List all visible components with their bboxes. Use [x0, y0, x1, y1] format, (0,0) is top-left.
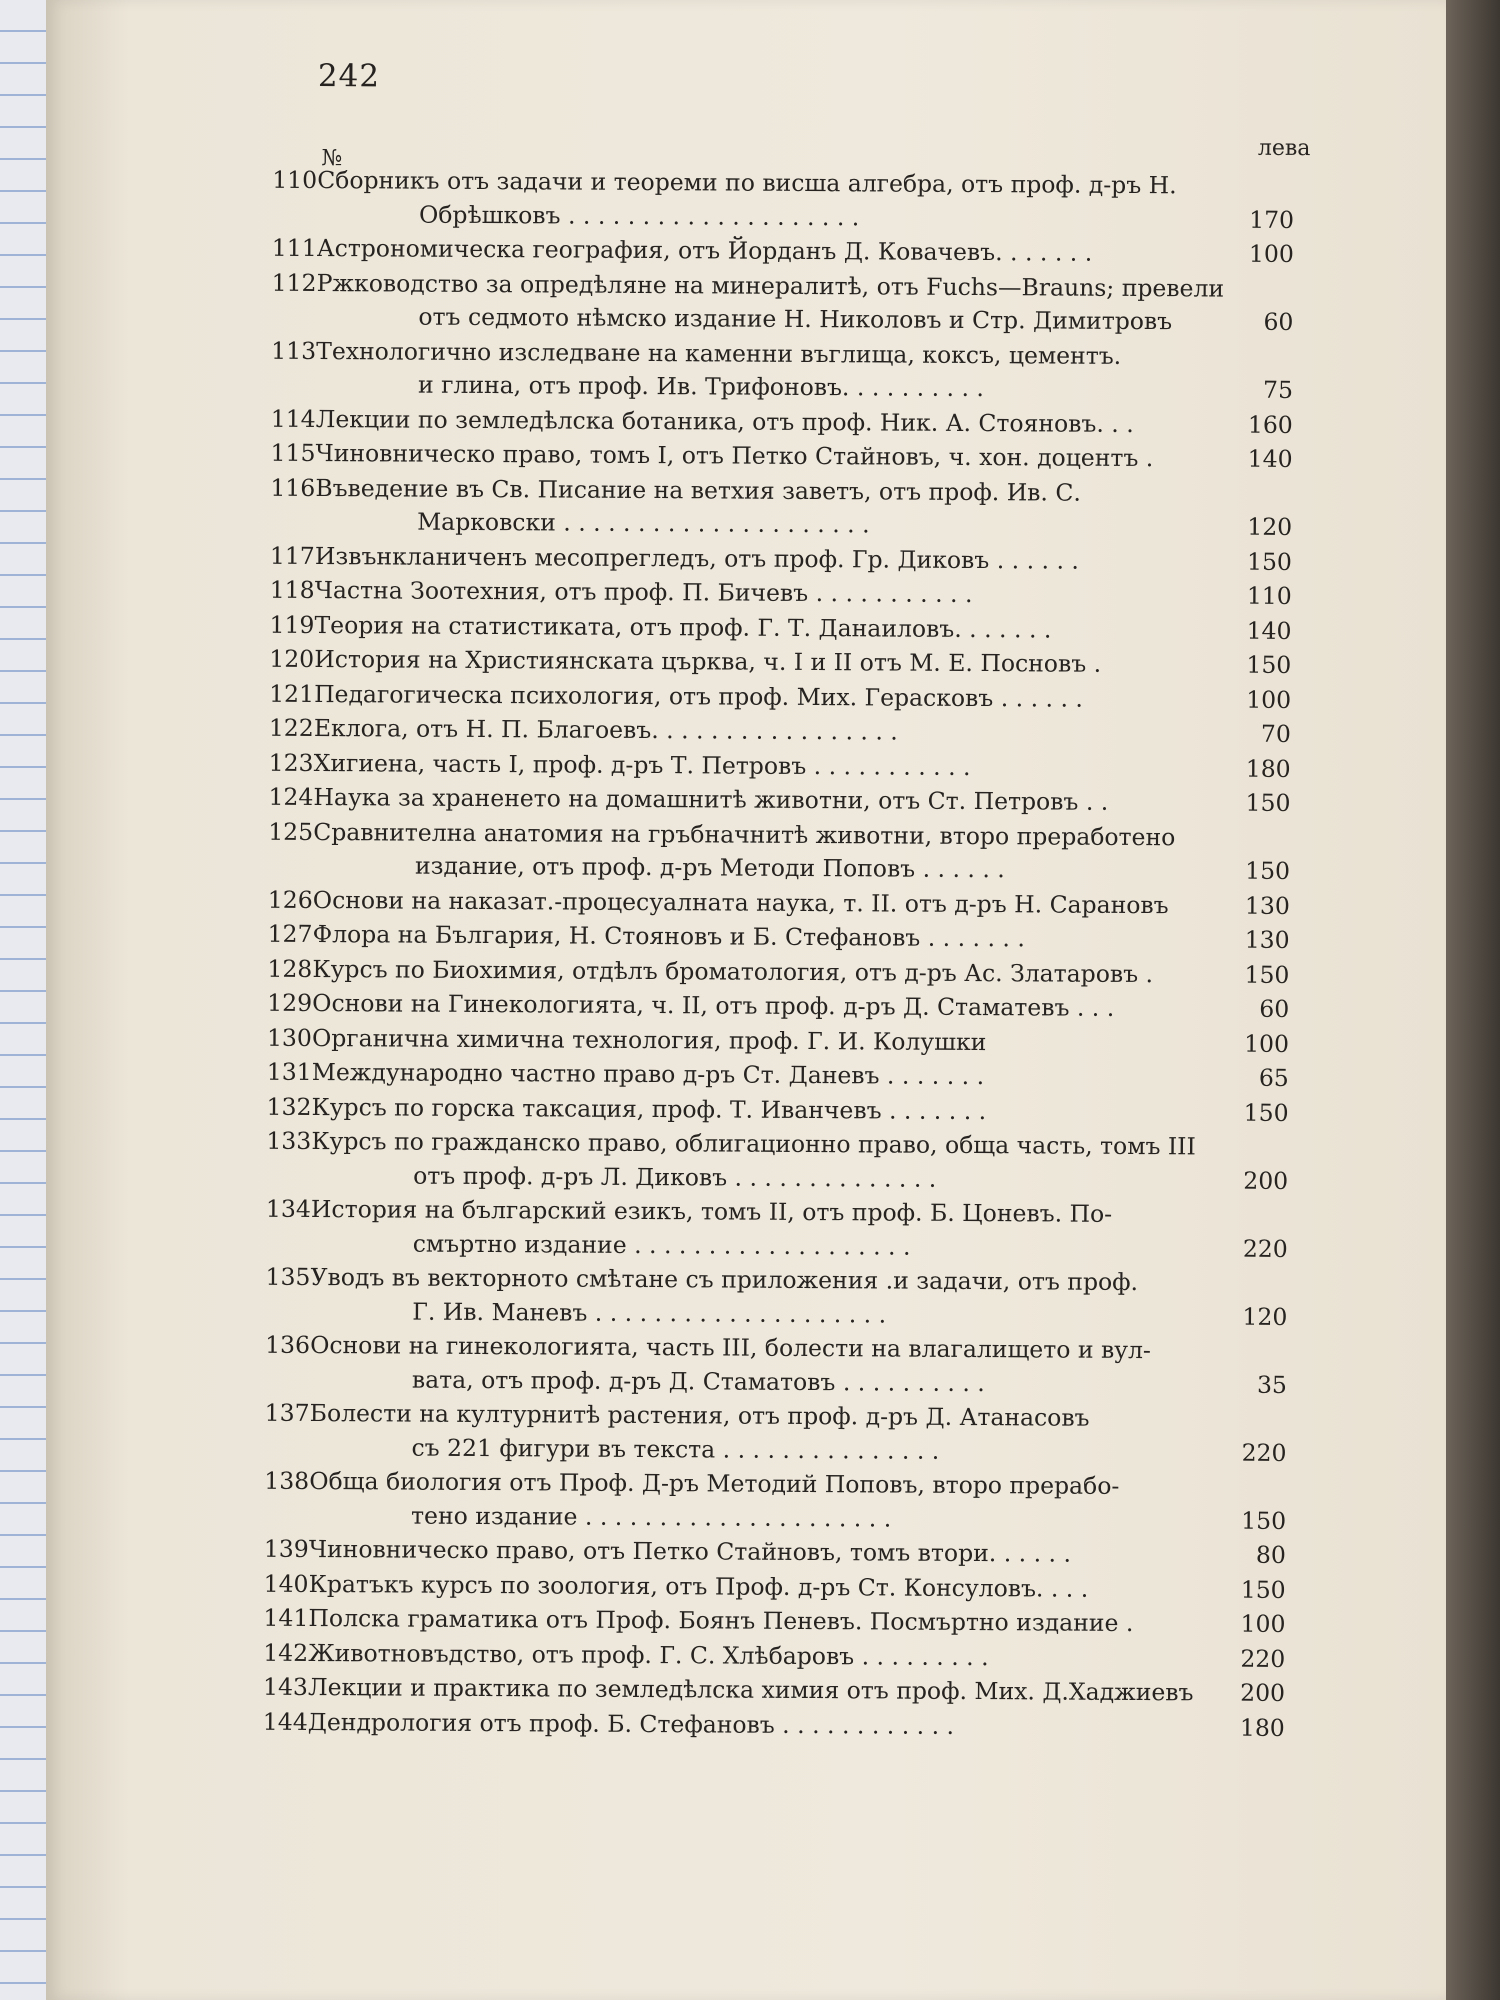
entry-title: Сравнителна анатомия на гръбначнитѣ животни, второ преработено [313, 817, 1176, 851]
entry-title-continuation: вата, отъ проф. д-ръ Д. Стаматовъ . . . . . . . . . . [411, 1365, 985, 1397]
entry-title-continuation: Марковски . . . . . . . . . . . . . . . . . . . . . [417, 507, 870, 539]
entry-title-continuation: и глина, отъ проф. Ив. Трифоновъ. . . . . . . . . . [417, 370, 985, 403]
entry-price: 220 [1242, 1234, 1288, 1263]
entry-title: Основи на наказат.-процесуалната наука, т. II. отъ д-ръ Н. Сарановъ [312, 885, 1169, 919]
entry-price: 150 [1245, 856, 1291, 885]
entry-number: 129 [267, 988, 313, 1017]
entry-title: Хигиена, часть I, проф. д-ръ Т. Петровъ . . . . . . . . . . . [313, 748, 971, 781]
list-item [265, 1193, 1288, 1266]
entry-title: Курсъ по горска таксация, проф. Т. Иванчевъ . . . . . . . [311, 1092, 987, 1125]
list-item [266, 1090, 1289, 1129]
entry-number: 110 [272, 165, 318, 194]
entry-number: 119 [269, 610, 315, 639]
list-item [264, 1397, 1287, 1470]
book-cover-edge [1446, 0, 1500, 2000]
entry-number: 138 [264, 1466, 310, 1495]
list-item [269, 643, 1292, 682]
entry-price: 100 [1244, 1029, 1290, 1058]
entry-price: 100 [1248, 239, 1294, 268]
entry-price: 220 [1241, 1438, 1287, 1467]
entry-number: 130 [266, 1023, 312, 1052]
entry-price: 170 [1249, 205, 1295, 234]
list-item [264, 1465, 1287, 1538]
list-item [269, 539, 1293, 578]
entry-number: 143 [262, 1672, 308, 1701]
entry-number: 124 [268, 782, 314, 811]
entry-number: 144 [262, 1707, 308, 1736]
entry-title: Флора на България, Н. Стояновъ и Б. Стефановъ . . . . . . . [312, 919, 1025, 953]
entry-title: Основи на гинекологията, часть III, болести на влагалището и вул- [310, 1330, 1152, 1365]
entry-title-continuation: тено издание . . . . . . . . . . . . . . . . . . . . . [411, 1501, 892, 1533]
entry-title-continuation: Г. Ив. Маневъ . . . . . . . . . . . . . . . . . . . . [412, 1297, 887, 1328]
entry-title: Сборникъ отъ задачи и теореми по висша алгебра, отъ проф. д-ръ Н. [317, 165, 1177, 200]
list-item [270, 437, 1293, 476]
entry-price: 140 [1247, 444, 1293, 473]
list-item [272, 164, 1295, 237]
entry-number: 112 [271, 268, 317, 297]
entry-number: 136 [265, 1330, 311, 1359]
entry-number: 118 [269, 575, 315, 604]
entry-price: 70 [1260, 719, 1291, 748]
entry-title: Астрономическа география, отъ Йорданъ Д. Ковачевъ. . . . . . . [316, 233, 1093, 267]
entry-price: 120 [1242, 1302, 1288, 1331]
entry-number: 137 [264, 1398, 310, 1427]
list-item [262, 1705, 1285, 1744]
entry-price: 80 [1255, 1540, 1286, 1569]
page-number: 242 [317, 58, 381, 95]
list-item [269, 608, 1292, 647]
entry-number: 139 [263, 1534, 309, 1563]
price-column-label: лева [1257, 135, 1311, 162]
entry-price: 150 [1246, 547, 1293, 576]
list-item [267, 952, 1290, 991]
entry-price: 220 [1240, 1644, 1286, 1673]
entry-title: Въведение въ Св. Писание на ветхия заветъ, отъ проф. Ив. С. [315, 473, 1081, 507]
entry-number: 123 [268, 748, 314, 777]
list-item [267, 883, 1290, 922]
list-item [263, 1636, 1286, 1675]
list-item [271, 334, 1294, 407]
entry-title: Лекции по земледѣлска ботаника, отъ проф. Ник. А. Стояновъ. . . [315, 404, 1134, 438]
entry-title: Еклога, отъ Н. П. Благоевъ. . . . . . . . . . . . . . . . . [313, 713, 898, 746]
entry-number: 127 [267, 919, 313, 948]
entry-title: Извънкланиченъ месопрегледъ, отъ проф. Гр. Диковъ . . . . . . [314, 541, 1080, 575]
entry-number: 141 [263, 1603, 309, 1632]
entry-price: 130 [1244, 925, 1290, 954]
entry-title: Основи на Гинекологията, ч. II, отъ проф. д-ръ Д. Стаматевъ . . . [312, 988, 1115, 1022]
entry-number: 133 [266, 1126, 312, 1155]
list-item [268, 712, 1291, 751]
list-item [266, 1056, 1289, 1095]
entry-price: 150 [1246, 650, 1292, 679]
list-item [265, 1329, 1288, 1402]
entry-title: Курсъ по гражданско право, облигационно право, обща часть, томъ III [311, 1126, 1196, 1161]
entry-number: 140 [263, 1569, 309, 1598]
entry-title: Кратъкъ курсъ по зоология, отъ Проф. д-ръ Ст. Консуловъ. . . . [308, 1569, 1089, 1603]
entry-price: 60 [1259, 994, 1290, 1023]
entry-price: 200 [1240, 1678, 1286, 1707]
entry-title: Международно частно право д-ръ Ст. Даневъ . . . . . . . [311, 1057, 985, 1091]
list-item [266, 1021, 1290, 1060]
entry-number: 132 [266, 1092, 312, 1121]
entry-title-continuation: издание, отъ проф. д-ръ Методи Поповъ . . . . . . [414, 851, 1005, 884]
entry-title: Органична химична технология, проф. Г. И. Колушки [311, 1023, 987, 1056]
list-item [269, 574, 1292, 613]
entry-price: 130 [1244, 891, 1290, 920]
list-item [271, 232, 1294, 271]
list-item [266, 1125, 1289, 1198]
entry-title-continuation: смъртно издание . . . . . . . . . . . . . . . . . . . [412, 1229, 911, 1261]
entry-number: 126 [267, 885, 313, 914]
entry-price: 160 [1247, 410, 1293, 439]
entry-number: 125 [268, 817, 314, 846]
entry-title-continuation: отъ седмото нѣмско издание Н. Николовъ и Стр. Димитровъ [418, 302, 1173, 336]
entry-price: 65 [1258, 1063, 1289, 1092]
entry-price: 150 [1240, 1575, 1286, 1604]
entry-title: Животновъдство, отъ проф. Г. С. Хлѣбаровъ . . . . . . . . . [308, 1638, 989, 1671]
entry-number: 116 [270, 473, 316, 502]
list-item [267, 987, 1290, 1026]
list-item [270, 402, 1293, 441]
entry-number: 134 [265, 1194, 311, 1223]
entry-price: 200 [1243, 1166, 1289, 1195]
list-item [270, 471, 1293, 544]
entry-number: 113 [271, 336, 317, 365]
entry-title: История на Християнската църква, ч. I и II отъ М. Е. Посновъ . [314, 644, 1102, 678]
entry-title: Лекции и практика по земледѣлска химия отъ проф. Мих. Д.Хаджиевъ [307, 1672, 1194, 1707]
entry-price: 150 [1244, 960, 1290, 989]
list-item [267, 918, 1290, 957]
entry-number: 117 [269, 541, 315, 570]
entry-title: Болести на културнитѣ растения, отъ проф. д-ръ Д. Атанасовъ [309, 1398, 1090, 1432]
entry-price: 100 [1240, 1609, 1286, 1638]
list-item [262, 1671, 1286, 1710]
entry-price: 140 [1246, 616, 1292, 645]
entry-title: Чиновническо право, отъ Петко Стайновъ, томъ втори. . . . . . [308, 1534, 1072, 1568]
list-item [268, 815, 1291, 888]
entry-number: 142 [263, 1638, 309, 1667]
entry-title: Частна Зоотехния, отъ проф. П. Бичевъ . . . . . . . . . . . [314, 575, 973, 609]
list-item [263, 1602, 1286, 1641]
entry-title-continuation: Обрѣшковъ . . . . . . . . . . . . . . . . . . . . [418, 200, 860, 231]
entry-title: Технологично изследване на каменни въглища, коксъ, цементъ. [316, 336, 1122, 370]
entry-price: 100 [1246, 685, 1292, 714]
entry-price: 180 [1239, 1713, 1285, 1742]
entry-title: История на българский езикъ, томъ II, отъ проф. Б. Цоневъ. По- [310, 1194, 1113, 1228]
entry-number: 111 [271, 233, 317, 262]
entry-number: 128 [267, 954, 313, 983]
entry-title: Педагогическа психология, отъ проф. Мих. Герасковъ . . . . . . [314, 679, 1084, 713]
list-item [268, 781, 1291, 820]
entry-number: 131 [266, 1057, 312, 1086]
list-item [265, 1261, 1288, 1334]
list-item [271, 266, 1294, 339]
number-column-label: № [321, 146, 343, 172]
entry-title: Ржководство за опредѣляне на минералитѣ, отъ Fuchs—Brauns; превели [316, 268, 1225, 303]
entry-title: Наука за храненето на домашнитѣ животни, отъ Ст. Петровъ . . [313, 782, 1109, 816]
entry-number: 120 [269, 644, 315, 673]
entry-price: 35 [1256, 1370, 1288, 1399]
entry-number: 122 [268, 713, 314, 742]
entry-price: 150 [1241, 1506, 1287, 1535]
entry-title-continuation: отъ проф. д-ръ Л. Диковъ . . . . . . . . . . . . . . [413, 1161, 937, 1193]
entry-number: 114 [270, 404, 316, 433]
list-item [269, 677, 1292, 716]
entry-title: Чиновническо право, томъ I, отъ Петко Стайновъ, ч. хон. доцентъ . [315, 438, 1154, 473]
entry-number: 121 [269, 679, 315, 708]
entry-price: 75 [1262, 375, 1294, 404]
list-item [263, 1533, 1286, 1572]
entry-number: 135 [265, 1262, 311, 1291]
list-item [268, 746, 1291, 785]
entry-price: 150 [1245, 788, 1291, 817]
entry-title: Полска граматика отъ Проф. Боянъ Пеневъ. Посмъртно издание . [308, 1603, 1134, 1638]
entry-price: 180 [1245, 754, 1291, 783]
entry-price: 60 [1263, 307, 1294, 336]
entry-title: Дендрология отъ проф. Б. Стефановъ . . . . . . . . . . . . [307, 1707, 955, 1740]
catalogue-list [262, 164, 1295, 1746]
list-item [263, 1567, 1286, 1606]
entry-price: 150 [1243, 1098, 1289, 1127]
entry-price: 110 [1246, 581, 1292, 610]
entry-number: 115 [270, 438, 316, 467]
entry-title: Уводъ въ векторното смѣтане съ приложения .и задачи, отъ проф. [310, 1262, 1139, 1297]
entry-title: Курсъ по Биохимия, отдѣлъ броматология, отъ д-ръ Ас. Златаровъ . [312, 954, 1154, 988]
entry-price: 120 [1247, 512, 1293, 541]
entry-title-continuation: съ 221 фигури въ текста . . . . . . . . . . . . . . . [411, 1433, 940, 1465]
entry-title: Обща биология отъ Проф. Д-ръ Методий Поповъ, второ прерабо- [309, 1466, 1120, 1500]
entry-title: Теория на статистиката, отъ проф. Г. Т. Данаиловъ. . . . . . . [314, 610, 1052, 643]
